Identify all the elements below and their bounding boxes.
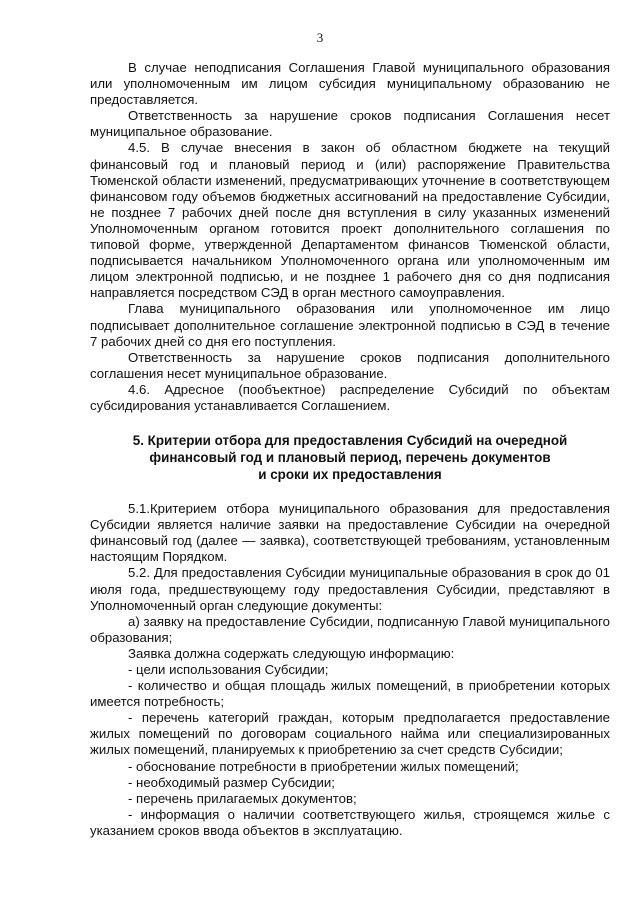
heading-line: и сроки их предоставления: [258, 467, 442, 483]
list-item: - количество и общая площадь жилых помещений, в приобретении которых имеется потребность;: [90, 678, 610, 710]
list-item: - перечень категорий граждан, которым предполагается предоставление жилых помещений по договорам социального найма или специализированных жилых помещений, планируемых к приобретению за счет средств Субсидии;: [90, 710, 610, 758]
paragraph: Заявка должна содержать следующую информацию:: [128, 645, 455, 661]
paragraph: 5.1.Критерием отбора муниципального образования для предоставления Субсидии является наличие заявки на предоставление Субсидии на очередной финансовый год (далее — заявка), соответствующей требованиям, установленным настоящим Порядком.: [90, 501, 610, 565]
list-item: - перечень прилагаемых документов;: [128, 790, 357, 806]
paragraph: Глава муниципального образования или уполномоченное им лицо подписывает дополнительное соглашение электронной подписью в СЭД в течение 7 рабочих дней со дня его поступления.: [90, 301, 610, 349]
section-5-content: [90, 501, 610, 839]
section-4-continuation: [90, 60, 610, 414]
paragraph: Ответственность за нарушение сроков подписания дополнительного соглашения несет муниципальное образование.: [90, 349, 610, 381]
list-item: - обоснование потребности в приобретении жилых помещений;: [128, 758, 519, 774]
page-number: 3: [316, 30, 324, 45]
list-item: - цели использования Субсидии;: [128, 662, 329, 677]
list-item: - информация о наличии соответствующего жилья, строящемся жилье с указанием сроков ввода объектов в эксплуатацию.: [90, 806, 610, 838]
paragraph: Ответственность за нарушение сроков подписания Соглашения несет муниципальное образование.: [90, 108, 610, 140]
heading-line: 5. Критерии отбора для предоставления Субсидий на очередной: [132, 433, 568, 449]
paragraph: В случае неподписания Соглашения Главой муниципального образования или уполномоченным им лицом субсидия муниципальному образованию не предоставляется.: [90, 60, 610, 108]
list-item: - необходимый размер Субсидии;: [128, 774, 335, 790]
heading-line: финансовый год и плановый период, перечень документов: [149, 450, 551, 466]
paragraph: 4.6. Адресное (пообъектное) распределение Субсидий по объектам субсидирования устанавливается Соглашением.: [90, 381, 610, 413]
paragraph: а) заявку на предоставление Субсидии, подписанную Главой муниципального образования;: [90, 613, 610, 645]
paragraph: 5.2. Для предоставления Субсидии муниципальные образования в срок до 01 июля года, предшествующему году предоставления Субсидии, представляют в Уполномоченный орган следующие документы:: [90, 565, 610, 613]
document-body: [90, 60, 610, 839]
section-5-heading: [90, 432, 610, 483]
paragraph: 4.5. В случае внесения в закон об областном бюджете на текущий финансовый год и плановый период и (или) распоряжение Правительства Тюменской области изменений, предусматривающих уточнение в соответствующем финансовом году объемов бюджетных ассигнований на предоставление Субсидии, не позднее 7 рабочих дней после дня вступления в силу указанных изменений Уполномоченным органом готовится проект дополнительного соглашения по типовой форме, утвержденной Департаментом финансов Тюменской области, подписывается начальником Уполномоченного органа или уполномоченным им лицом электронной подписью, и не позднее 1 рабочего дня со дня подписания направляется посредством СЭД в орган местного самоуправления.: [90, 140, 610, 301]
